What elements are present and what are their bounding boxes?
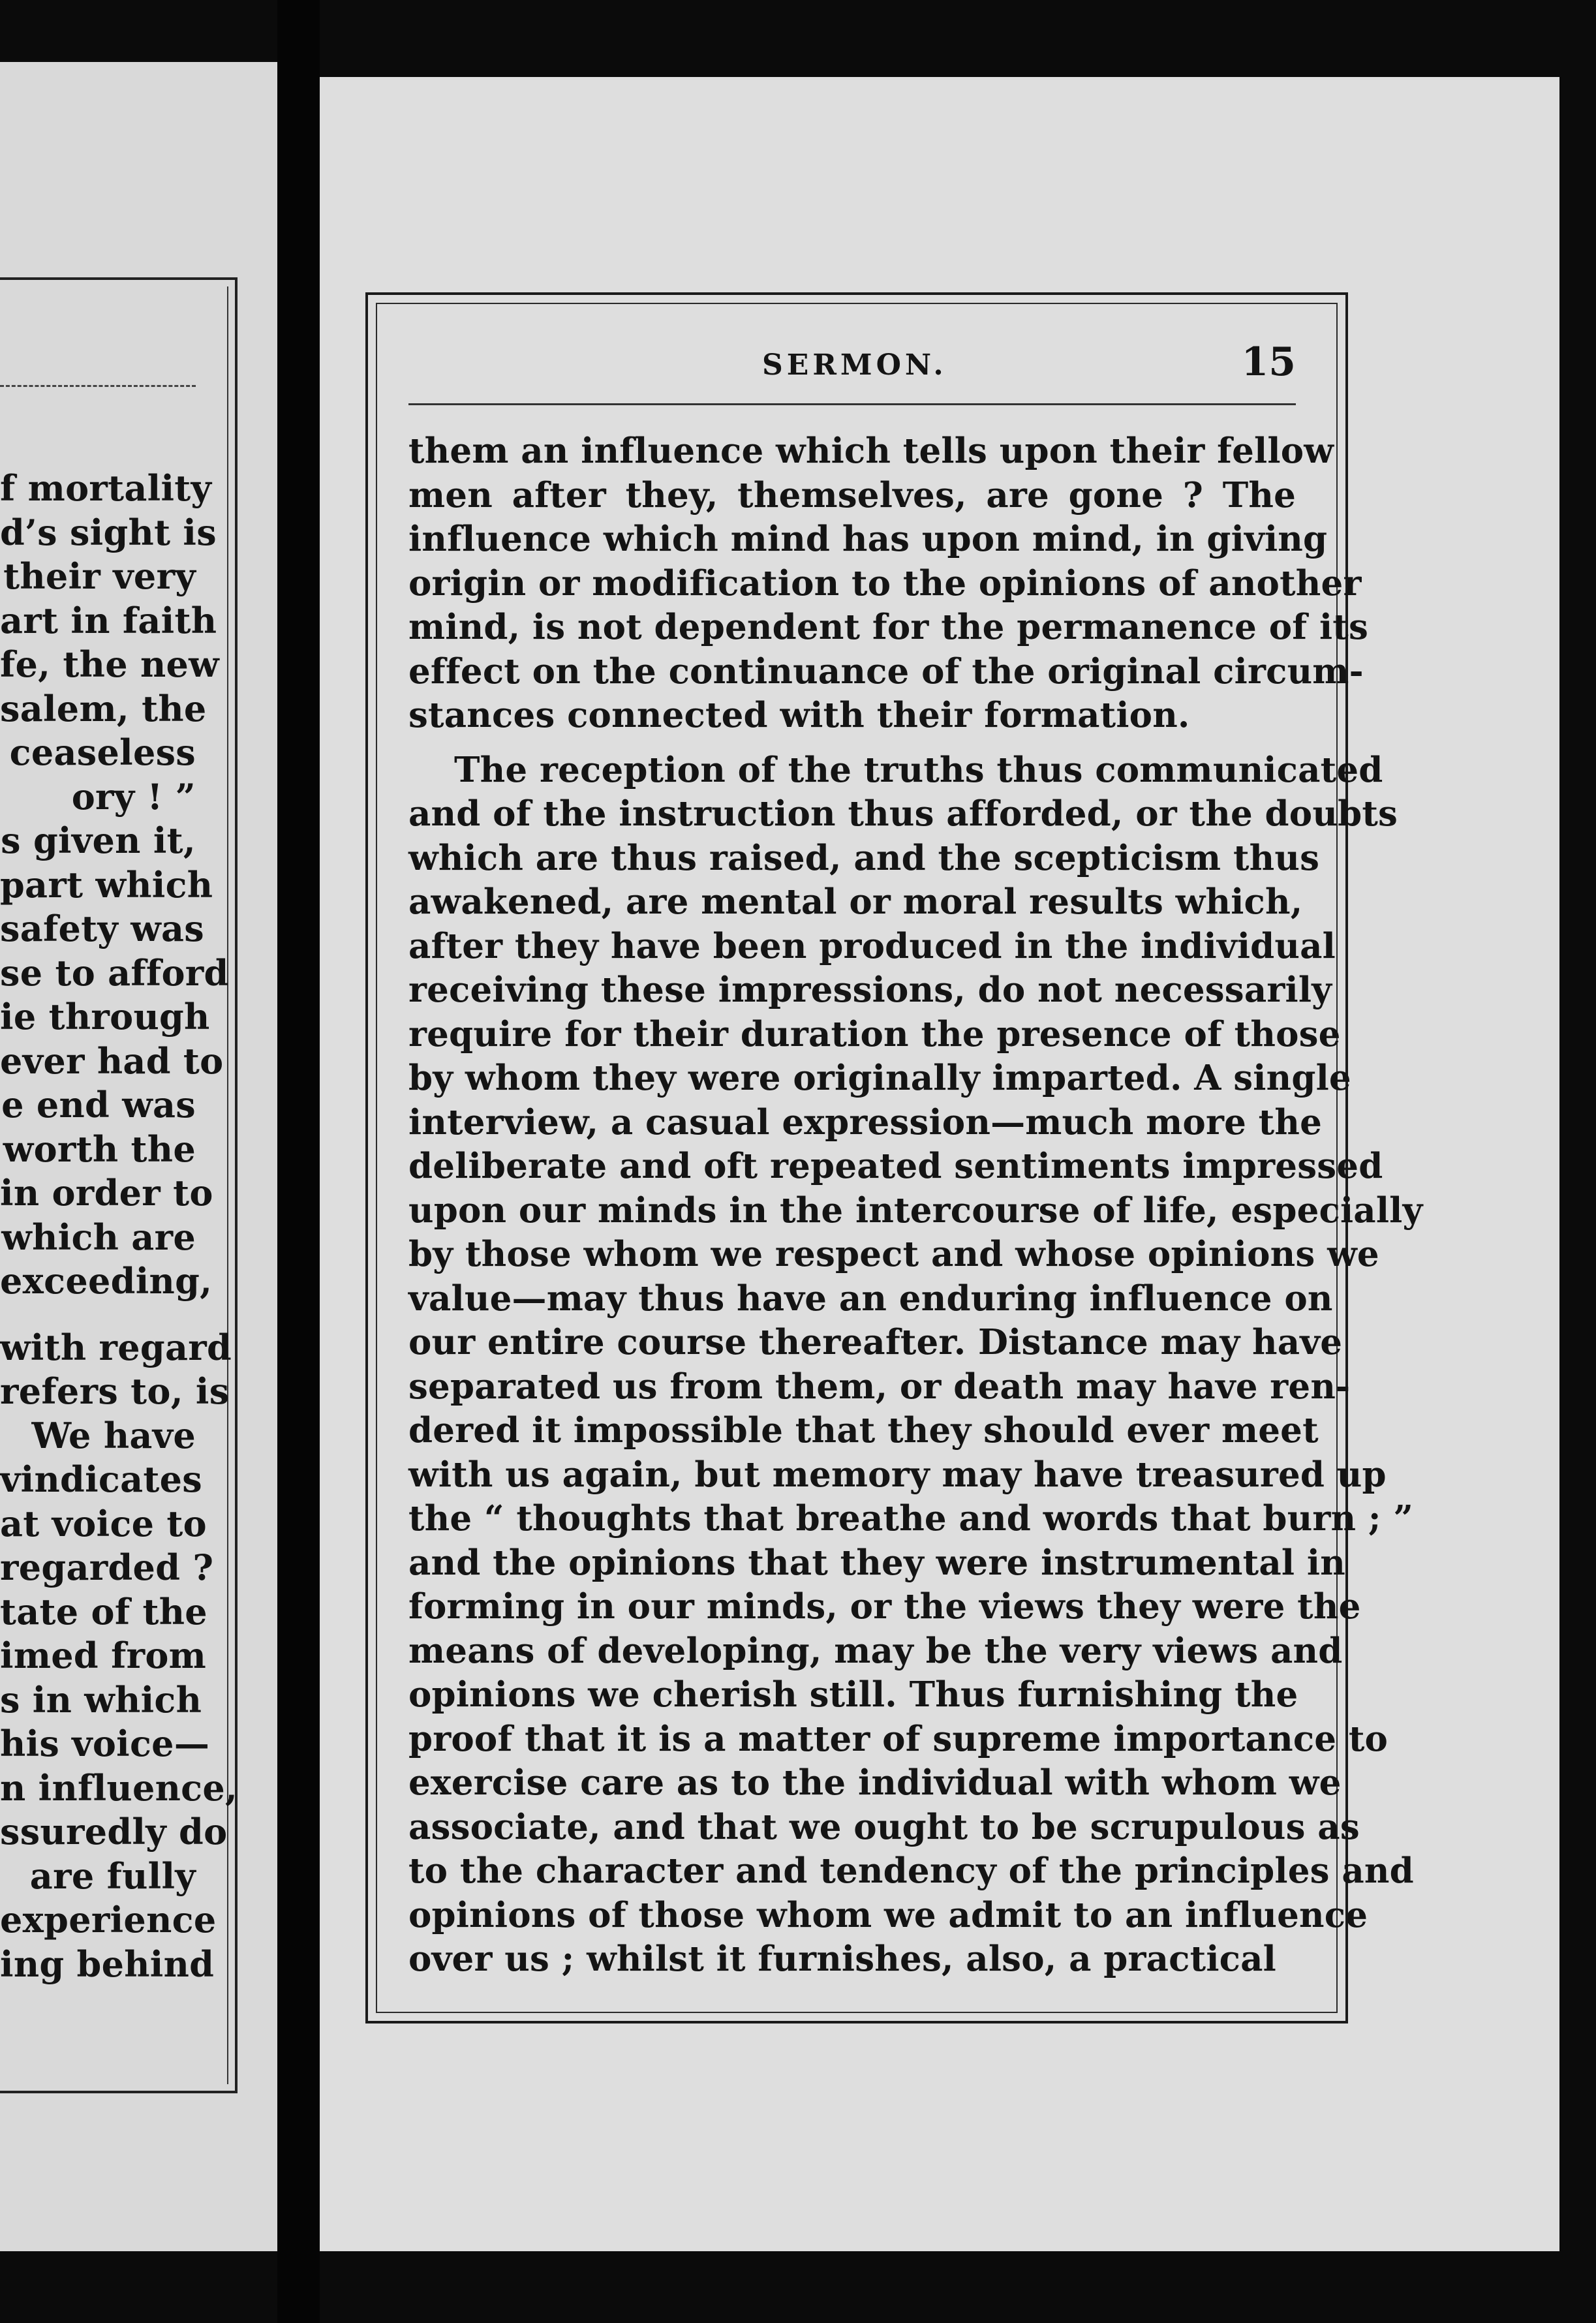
text-line: our entire course thereafter. Distance may have: [408, 1322, 1343, 1362]
left-text-line: tate of the: [0, 1590, 207, 1633]
text-line: means of developing, may be the very views and: [408, 1630, 1343, 1671]
text-line: mind, is not dependent for the permanence of its: [408, 607, 1369, 647]
text-line: interview, a casual expression—much more the: [408, 1101, 1322, 1143]
left-text-line: with regard: [0, 1326, 232, 1368]
left-text-line: which are: [1, 1216, 196, 1258]
text-line: influence which mind has upon mind, in giving: [408, 519, 1328, 559]
text-line: associate, and that we ought to be scrupulous as: [408, 1806, 1360, 1847]
text-line: opinions of those whom we admit to an influence: [408, 1894, 1368, 1935]
left-text-line: e end was: [1, 1084, 196, 1126]
left-text-line: se to afford: [0, 951, 229, 994]
right-page: [320, 77, 1559, 2251]
left-text-line: fe, the new: [0, 643, 219, 685]
text-line: upon our minds in the intercourse of life, especially: [408, 1190, 1423, 1231]
running-head-title: SERMON.: [762, 348, 947, 382]
text-line: require for their duration the presence of those: [408, 1013, 1341, 1054]
left-text-line: worth the: [3, 1128, 196, 1170]
left-text-line: part which: [0, 863, 213, 906]
paragraph: [408, 429, 1369, 738]
text-line: to the character and tendency of the principles and: [408, 1851, 1414, 1891]
text-line: opinions we cherish still. Thus furnishing the: [408, 1674, 1298, 1715]
paragraph: [408, 748, 1423, 1982]
left-page-fragment: [0, 62, 277, 2251]
text-line: over us ; whilst it furnishes, also, a practical: [408, 1939, 1277, 1979]
text-line: by whom they were originally imparted. A single: [408, 1058, 1351, 1098]
text-line: The reception of the truths thus communicated: [454, 749, 1383, 790]
text-line: after they have been produced in the individual: [408, 925, 1336, 966]
left-text-line: art in faith: [0, 599, 217, 641]
text-line: them an influence which tells upon their fellow: [408, 431, 1334, 471]
left-text-line: regarded ?: [0, 1546, 214, 1588]
left-text-line: n influence,: [0, 1766, 238, 1809]
text-line: exercise care as to the individual with whom we: [408, 1762, 1342, 1803]
left-text-line: refers to, is: [0, 1370, 230, 1412]
book-gutter: [277, 0, 320, 2323]
text-line: deliberate and oft repeated sentiments impressed: [408, 1146, 1383, 1186]
left-text-line: experience: [0, 1899, 217, 1941]
left-text-line: s in which: [0, 1678, 202, 1721]
text-line: receiving these impressions, do not necessarily: [408, 970, 1332, 1010]
left-text-line: his voice—: [0, 1723, 210, 1764]
left-text-line: vindicates: [0, 1458, 202, 1500]
left-text-line: ceaseless: [9, 731, 196, 773]
paragraph-gap: [408, 738, 1296, 748]
text-line: separated us from them, or death may have ren-: [408, 1366, 1351, 1407]
text-line: and of the instruction thus afforded, or the doubts: [408, 793, 1398, 834]
running-head: [408, 339, 1296, 392]
left-text-line: exceeding,: [0, 1260, 213, 1302]
text-line: and the opinions that they were instrumental in: [408, 1542, 1345, 1583]
left-text-line: are fully: [29, 1854, 196, 1897]
header-rule: [408, 403, 1296, 405]
left-text-line: their very: [3, 555, 196, 597]
left-text-line: ory ! ”: [71, 775, 196, 818]
left-page-text: [0, 467, 238, 1986]
text-line: with us again, but memory may have treasured up: [408, 1454, 1387, 1495]
text-line: which are thus raised, and the scepticism thus: [408, 837, 1320, 878]
left-text-line: in order to: [0, 1172, 213, 1214]
body-text: [408, 429, 1423, 1982]
left-text-line: salem, the: [0, 687, 207, 730]
text-line: proof that it is a matter of supreme importance to: [408, 1718, 1389, 1759]
left-text-line: f mortality: [0, 467, 212, 509]
text-line: by those whom we respect and whose opinions we: [408, 1234, 1379, 1274]
text-line: men after they, themselves, are gone ? The: [408, 474, 1296, 515]
left-page-header-rule: [0, 385, 196, 387]
left-text-line: s given it,: [1, 820, 196, 861]
left-text-line: We have: [31, 1414, 196, 1456]
text-line: origin or modification to the opinions of another: [408, 562, 1362, 604]
left-text-line: safety was: [0, 908, 204, 949]
left-text-line: ie through: [0, 996, 210, 1038]
left-text-line: imed from: [0, 1635, 207, 1676]
left-text-line: ever had to: [0, 1039, 224, 1082]
left-text-line: ssuredly do: [0, 1811, 228, 1853]
text-line: dered it impossible that they should ever meet: [408, 1410, 1319, 1451]
left-text-line: ing behind: [0, 1943, 215, 1985]
text-line: forming in our minds, or the views they were the: [408, 1586, 1361, 1627]
text-line: the “ thoughts that breathe and words that burn ; ”: [408, 1498, 1414, 1539]
text-line: awakened, are mental or moral results which,: [408, 882, 1303, 922]
left-line-gap: [0, 1304, 196, 1326]
text-line: value—may thus have an enduring influence on: [408, 1278, 1333, 1319]
text-line: effect on the continuance of the original circum-: [408, 651, 1364, 692]
page-number: 15: [1241, 339, 1296, 385]
left-text-line: at voice to: [0, 1502, 207, 1545]
text-line: stances connected with their formation.: [408, 695, 1190, 735]
left-text-line: d’s sight is: [0, 511, 217, 553]
